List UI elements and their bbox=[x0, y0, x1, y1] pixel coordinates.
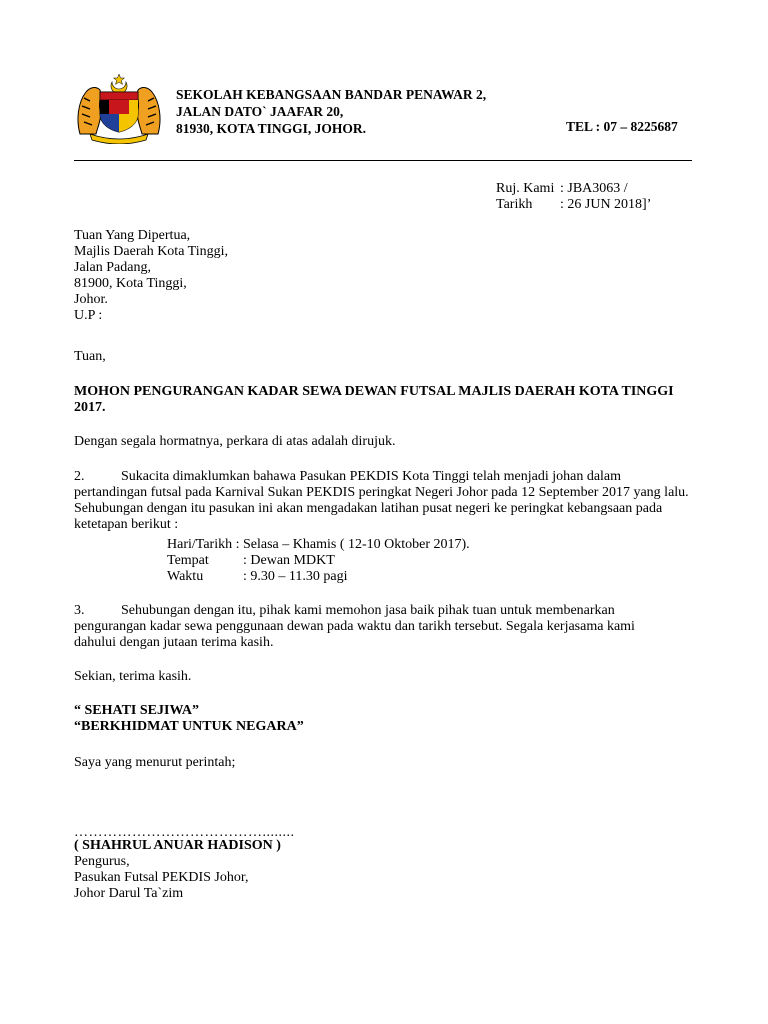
signatory-state: Johor Darul Ta`zim bbox=[74, 886, 184, 901]
schedule-value: Selasa – Khamis ( 12-10 Oktober 2017). bbox=[243, 537, 470, 552]
recipient-line: Johor. bbox=[74, 292, 108, 307]
paragraph-2-text: Sukacita dimaklumkan bahawa Pasukan PEKDIS Kota Tinggi telah menjadi johan dalam pertandingan futsal pada Karnival Sukan PEKDIS peringkat Negeri Johor pada 12 September 2017 yang lalu. Sehubungan dengan itu pasukan ini akan mengadakan latihan pusat negeri ke peringkat kebangsaan pada ketetapan berikut : bbox=[74, 469, 689, 532]
paragraph-3-text: Sehubungan dengan itu, pihak kami memohon jasa baik pihak tuan untuk membenarkan pengurangan kadar sewa penggunaan dewan pada waktu dan tarikh tersebut. Segala kerjasama kami dahului dengan jutaan terima kasih. bbox=[74, 603, 635, 650]
coat-of-arms-logo bbox=[72, 72, 166, 144]
ruj-value: : JBA3063 / bbox=[560, 181, 628, 196]
schedule-label: Waktu bbox=[167, 569, 204, 584]
subject: MOHON PENGURANGAN KADAR SEWA DEWAN FUTSAL MAJLIS DAERAH KOTA TINGGI 2017. bbox=[74, 384, 674, 415]
opening-sentence: Dengan segala hormatnya, perkara di atas adalah dirujuk. bbox=[74, 434, 396, 449]
paragraph-2 bbox=[74, 469, 692, 533]
recipient-address bbox=[74, 228, 228, 324]
signatory-org: Pasukan Futsal PEKDIS Johor, bbox=[74, 870, 249, 885]
paragraph-3-number: 3. bbox=[74, 603, 85, 618]
ruj-label: Ruj. Kami bbox=[496, 181, 555, 196]
schedule bbox=[167, 537, 470, 585]
sign-off: Saya yang menurut perintah; bbox=[74, 755, 236, 770]
signatory-title: Pengurus, bbox=[74, 854, 130, 869]
signatory-name: ( SHAHRUL ANUAR HADISON ) bbox=[74, 838, 281, 853]
reference-block bbox=[496, 181, 651, 213]
letterhead bbox=[176, 86, 486, 137]
motto-sehati-sejiwa: “ SEHATI SEJIWA” bbox=[74, 703, 200, 718]
tarikh-label: Tarikh bbox=[496, 197, 533, 212]
recipient-line: 81900, Kota Tinggi, bbox=[74, 276, 187, 291]
paragraph-2-number: 2. bbox=[74, 469, 85, 484]
header-divider bbox=[74, 160, 692, 161]
signature-line: …………………………………........ bbox=[74, 825, 295, 840]
paragraph-3 bbox=[74, 603, 674, 651]
recipient-line: Tuan Yang Dipertua, bbox=[74, 228, 191, 243]
signatory-block bbox=[74, 838, 281, 902]
recipient-line: Majlis Daerah Kota Tinggi, bbox=[74, 244, 228, 259]
motto-berkhidmat: “BERKHIDMAT UNTUK NEGARA” bbox=[74, 719, 304, 734]
telephone: TEL : 07 – 8225687 bbox=[566, 119, 678, 134]
schedule-value: : Dewan MDKT bbox=[243, 553, 335, 568]
school-name: SEKOLAH KEBANGSAAN BANDAR PENAWAR 2, bbox=[176, 87, 487, 102]
schedule-label: Tempat bbox=[167, 553, 209, 568]
schedule-label: Hari/Tarikh : bbox=[167, 537, 240, 552]
closing: Sekian, terima kasih. bbox=[74, 669, 192, 684]
salutation: Tuan, bbox=[74, 349, 106, 364]
address-line1: JALAN DATO` JAAFAR 20, bbox=[176, 104, 344, 119]
recipient-line: U.P : bbox=[74, 308, 103, 323]
tarikh-value: : 26 JUN 2018]’ bbox=[560, 197, 652, 212]
schedule-value: : 9.30 – 11.30 pagi bbox=[243, 569, 348, 584]
recipient-line: Jalan Padang, bbox=[74, 260, 151, 275]
address-line2: 81930, KOTA TINGGI, JOHOR. bbox=[176, 121, 367, 136]
